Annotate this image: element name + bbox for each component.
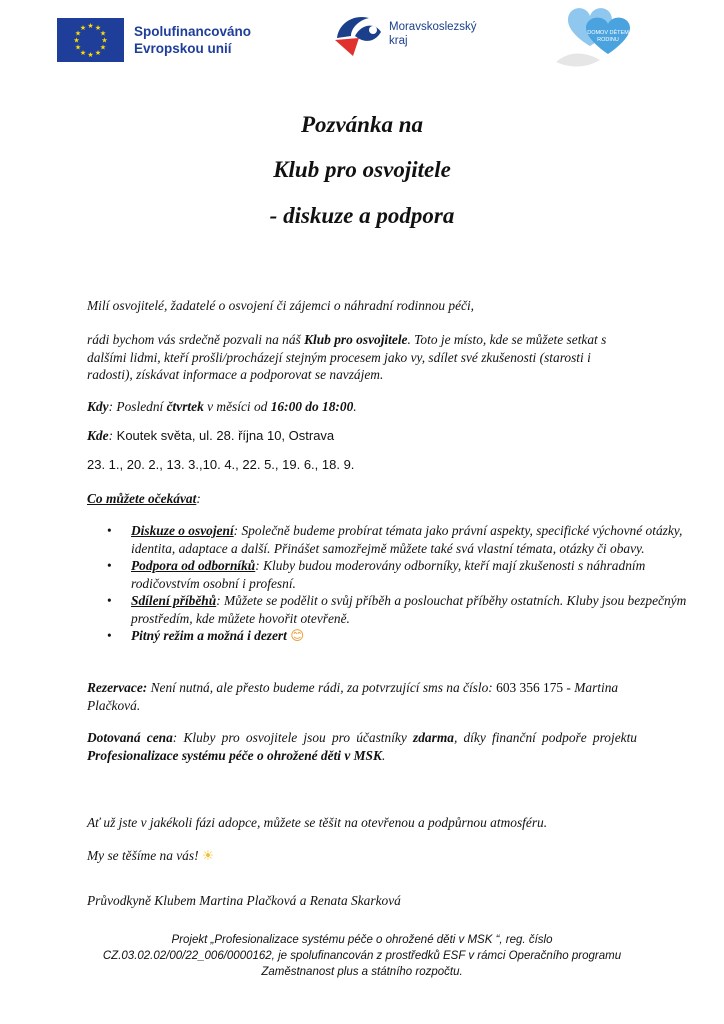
hearts-logo	[550, 0, 646, 76]
svg-text:★: ★	[74, 29, 82, 38]
where-colon: :	[108, 428, 114, 443]
eu-text-line2: Evropskou unií	[134, 41, 232, 56]
expect-label: Co můžete očekávat	[87, 491, 197, 506]
bullet-icon: •	[107, 558, 112, 573]
reservation-label: Rezervace:	[87, 680, 148, 695]
list-item	[107, 557, 691, 592]
footer	[60, 932, 664, 980]
list-item	[107, 592, 691, 627]
funding-part2: , díky finanční podpoře projektu	[453, 730, 637, 745]
list-item-title: Sdílení příběhů	[131, 593, 217, 608]
list-item	[107, 627, 691, 646]
guides-line: Průvodkyně Klubem Martina Plačková a Renata Skarková	[87, 893, 401, 908]
greeting: Milí osvojitelé, žadatelé o osvojení či zájemci o náhradní rodinnou péči,	[87, 298, 475, 313]
footer-line1: Projekt „Profesionalizace systému péče o ohrožené děti v MSK “, reg. číslo	[171, 934, 553, 946]
where-address: Koutek světa, ul. 28. října 10, Ostrava	[113, 428, 335, 443]
intro-paragraph	[87, 331, 637, 384]
svg-text:★: ★	[94, 24, 102, 32]
intro-part1: rádi bychom vás srdečně pozvali na náš	[87, 332, 305, 347]
msk-emblem-icon	[331, 10, 383, 58]
funding-part3: .	[381, 747, 386, 763]
svg-text:★: ★	[79, 24, 87, 32]
list-item-text: : Společně budeme probírat témata jako právní aspekty, specifické výchovné otázky, identita, adaptace a další. Přinášet samozřejmě můžete také svá vlastní témata, otázky či obavy.	[131, 523, 683, 556]
funding-paragraph	[87, 729, 637, 764]
reservation-text: Není nutná, ale přesto budeme rádi, za potvrzující sms na číslo:	[147, 680, 497, 695]
bullet-icon: •	[107, 628, 112, 643]
svg-text:★: ★	[74, 43, 82, 52]
list-item-text: : Kluby budou moderovány odborníky, kteří mají zkušenosti s náhradním rodičovstvím osobní i profesní.	[131, 558, 646, 591]
funding-label: Dotovaná cena	[87, 730, 173, 745]
list-item-title: Podpora od odborníků	[131, 558, 256, 573]
hearts-icon	[550, 0, 646, 76]
dates-line: 23. 1., 20. 2., 13. 3.,10. 4., 22. 5., 19. 6., 18. 9.	[87, 457, 355, 472]
eu-logo	[57, 18, 251, 62]
when-part3: .	[353, 399, 357, 414]
reservation-phone: 603 356 175 -	[496, 680, 571, 695]
when-day: čtvrtek	[166, 399, 204, 414]
svg-text:★: ★	[87, 51, 94, 59]
eu-text-line1: Spolufinancováno	[134, 24, 252, 39]
reservation-paragraph	[87, 679, 637, 714]
intro-part2: . Toto je místo, kde se můžete setkat s dalšími lidmi, kteří prošli/procházejí stejným procesem jako vy, sdílet své zkušenosti (starosti i radosti), získávat informace a podporovat se navzájem.	[87, 332, 607, 382]
footer-line3: Zaměstnanost plus a státního rozpočtu.	[261, 966, 463, 978]
expect-list	[87, 522, 691, 646]
svg-text:★: ★	[99, 43, 107, 52]
msk-logo	[331, 10, 477, 58]
see-you-line	[87, 847, 637, 866]
list-item-text: : Můžete se podělit o svůj příběh a poslouchat příběhy ostatních. Kluby jsou bezpečným prostředím, kde můžete hovořit otevřeně.	[131, 593, 687, 626]
footer-line2: CZ.03.02.02/00/22_006/0000162, je spolufinancován z prostředků ESF v rámci Operačního programu	[102, 950, 622, 962]
svg-text:★: ★	[73, 36, 80, 45]
bullet-icon: •	[107, 593, 112, 608]
see-you-text: My se těšíme na vás!	[87, 848, 202, 863]
funding-free: zdarma	[413, 730, 454, 745]
funding-project: Profesionalizace systému péče o ohrožené děti v MSK	[87, 747, 382, 763]
when-part2: v měsíci od	[203, 399, 271, 414]
msk-text-line2: kraj	[389, 35, 408, 47]
title-line3: - diskuze a podpora	[269, 203, 455, 228]
intro-club-name: Klub pro osvojitele	[304, 332, 408, 347]
closing-line: Ať už jste v jakékoli fázi adopce, můžete se těšit na otevřenou a podpůrnou atmosféru.	[87, 815, 548, 830]
svg-text:★: ★	[79, 49, 87, 57]
msk-text-line1: Moravskoslezský	[389, 21, 477, 33]
where-label: Kde	[87, 428, 109, 443]
when-time: 16:00 do 18:00	[270, 399, 354, 414]
bullet-icon: •	[107, 523, 112, 538]
svg-text:★: ★	[94, 49, 102, 57]
expect-heading	[87, 490, 637, 508]
smile-icon: 😊	[290, 629, 305, 644]
hearts-text-line2: RODINU	[597, 37, 619, 43]
hearts-text-line1: DOMOV DĚTEM	[587, 30, 629, 36]
funding-part1: : Kluby pro osvojitele jsou pro účastníky	[172, 730, 413, 745]
list-item	[107, 522, 691, 557]
where-line	[87, 427, 637, 445]
svg-text:★: ★	[87, 22, 94, 30]
title-line1: Pozvánka na	[300, 112, 424, 137]
when-line	[87, 398, 637, 416]
title-line2: Klub pro osvojitele	[273, 157, 451, 182]
svg-text:★: ★	[99, 29, 107, 38]
when-label: Kdy	[87, 399, 109, 414]
svg-text:★: ★	[101, 36, 108, 45]
list-item-title: Pitný režim a možná i dezert	[131, 628, 287, 643]
expect-colon: :	[196, 491, 201, 506]
when-part1: : Poslední	[108, 399, 167, 414]
sun-icon: ☀	[201, 849, 214, 864]
list-item-title: Diskuze o osvojení	[131, 523, 234, 538]
reservation-name: Martina Plačková.	[87, 680, 619, 713]
eu-flag-icon	[57, 18, 124, 62]
